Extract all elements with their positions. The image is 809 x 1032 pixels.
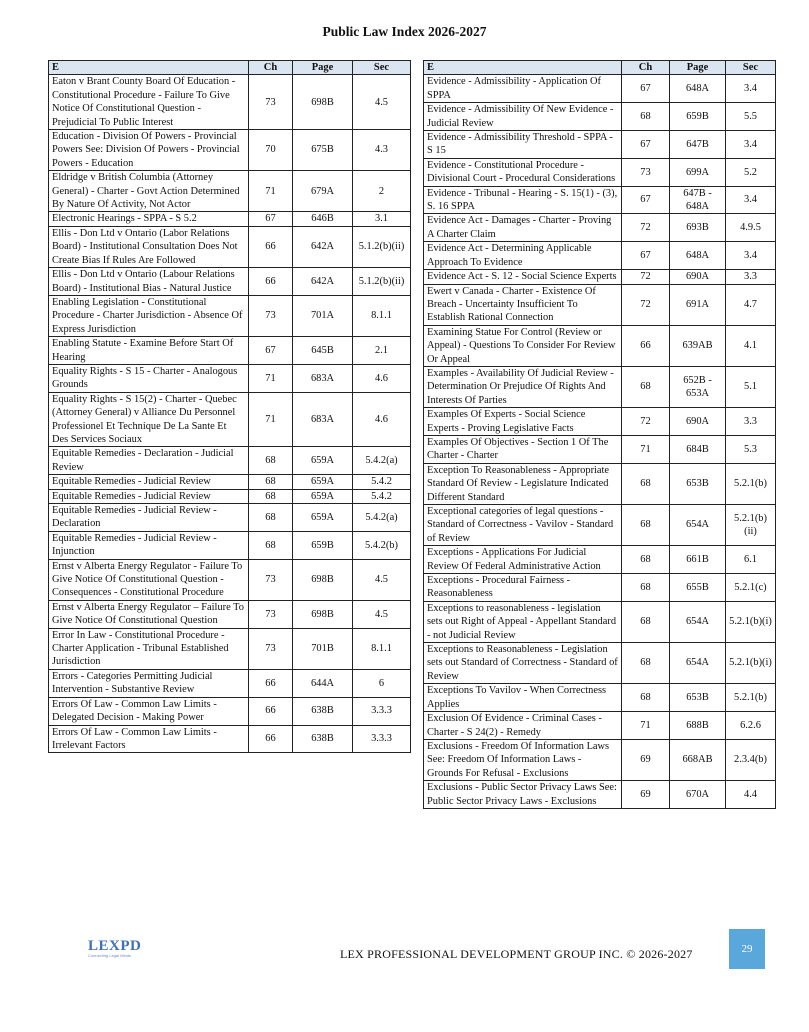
chapter-cell: 73 — [622, 158, 670, 186]
table-row — [424, 186, 776, 214]
entry-cell: Errors - Categories Permitting Judicial Intervention - Substantive Review — [49, 669, 249, 697]
page-cell: 693B — [670, 214, 726, 242]
entry-cell: Ernst v Alberta Energy Regulator - Failure To Give Notice Of Constitutional Question - Consequences - Constitutional Procedure — [49, 559, 249, 600]
entry-cell: Evidence - Tribunal - Hearing - S. 15(1) - (3), S. 16 SPPA — [424, 186, 622, 214]
entry-cell: Examining Statue For Control (Review or Appeal) - Questions To Consider For Review Or Appeal — [424, 325, 622, 366]
section-cell: 5.2 — [726, 158, 776, 186]
entry-cell: Examples - Availability Of Judicial Review - Determination Or Prejudice Of Rights And Interests Of Parties — [424, 366, 622, 407]
chapter-cell: 66 — [249, 669, 293, 697]
section-cell: 5.2.1(c) — [726, 574, 776, 602]
chapter-cell: 68 — [249, 531, 293, 559]
table-row — [424, 408, 776, 436]
page-cell: 683A — [293, 392, 353, 447]
table-row — [424, 505, 776, 546]
section-cell: 5.2.1(b)(i) — [726, 643, 776, 684]
page-cell: 684B — [670, 435, 726, 463]
table-row — [49, 268, 411, 296]
page-cell: 659B — [293, 531, 353, 559]
index-table-left — [48, 60, 411, 753]
index-rows-left — [49, 75, 411, 753]
page-cell: 642A — [293, 268, 353, 296]
page-column-header: Page — [670, 61, 726, 75]
chapter-cell: 68 — [249, 475, 293, 489]
chapter-cell: 73 — [249, 559, 293, 600]
chapter-cell: 68 — [622, 546, 670, 574]
entry-cell: Evidence - Admissibility Threshold - SPPA - S 15 — [424, 131, 622, 159]
table-row — [424, 463, 776, 504]
section-cell: 4.9.5 — [726, 214, 776, 242]
chapter-cell: 71 — [249, 364, 293, 392]
table-row — [424, 601, 776, 642]
chapter-cell: 69 — [622, 739, 670, 780]
chapter-cell: 66 — [249, 268, 293, 296]
section-cell: 5.3 — [726, 435, 776, 463]
page-cell: 648A — [670, 75, 726, 103]
page-cell: 683A — [293, 364, 353, 392]
page-title: Public Law Index 2026-2027 — [322, 24, 487, 39]
section-cell: 6 — [353, 669, 411, 697]
entry-cell: Electronic Hearings - SPPA - S 5.2 — [49, 212, 249, 226]
table-row — [49, 531, 411, 559]
chapter-cell: 68 — [249, 489, 293, 503]
page-cell: 654A — [670, 643, 726, 684]
chapter-cell: 72 — [622, 408, 670, 436]
table-row — [49, 130, 411, 171]
table-row — [49, 628, 411, 669]
table-row — [424, 712, 776, 740]
section-cell: 4.5 — [353, 600, 411, 628]
table-row — [424, 214, 776, 242]
entry-cell: Equitable Remedies - Judicial Review — [49, 475, 249, 489]
chapter-cell: 71 — [249, 392, 293, 447]
page-cell: 679A — [293, 171, 353, 212]
entry-cell: Equality Rights - S 15 - Charter - Analogous Grounds — [49, 364, 249, 392]
entry-cell: Ellis - Don Ltd v Ontario (Labour Relations Board) - Institutional Bias - Natural Justice — [49, 268, 249, 296]
page-cell: 654A — [670, 505, 726, 546]
section-cell: 5.2.1(b) — [726, 463, 776, 504]
chapter-cell: 72 — [622, 284, 670, 325]
table-row — [424, 781, 776, 809]
chapter-cell: 71 — [249, 171, 293, 212]
entry-cell: Eldridge v British Columbia (Attorney General) - Charter - Govt Action Determined By Nature Of Activity, Not Actor — [49, 171, 249, 212]
chapter-cell: 66 — [249, 697, 293, 725]
entry-cell: Exceptions - Applications For Judicial Review Of Federal Administrative Action — [424, 546, 622, 574]
entry-cell: Exclusions - Freedom Of Information Laws See: Freedom Of Information Laws - Grounds For Refusal - Exclusions — [424, 739, 622, 780]
index-table-right — [423, 60, 776, 809]
chapter-cell: 68 — [622, 601, 670, 642]
chapter-cell: 67 — [622, 75, 670, 103]
table-row — [49, 669, 411, 697]
entry-cell: Equitable Remedies - Judicial Review - Injunction — [49, 531, 249, 559]
chapter-cell: 66 — [249, 226, 293, 267]
section-cell: 4.6 — [353, 364, 411, 392]
section-cell: 4.4 — [726, 781, 776, 809]
section-cell: 3.1 — [353, 212, 411, 226]
entry-cell: Evidence Act - Damages - Charter - Proving A Charter Claim — [424, 214, 622, 242]
page-cell: 701A — [293, 295, 353, 336]
page-cell: 668AB — [670, 739, 726, 780]
entry-cell: Exclusion Of Evidence - Criminal Cases - Charter - S 24(2) - Remedy — [424, 712, 622, 740]
section-cell: 3.4 — [726, 131, 776, 159]
section-cell: 5.4.2(a) — [353, 447, 411, 475]
section-cell: 5.4.2 — [353, 489, 411, 503]
page-cell: 655B — [670, 574, 726, 602]
entry-cell: Eaton v Brant County Board Of Education - Constitutional Procedure - Failure To Give Notice Of Constitutional Question - Prejudicial To Public Interest — [49, 75, 249, 130]
section-cell: 5.2.1(b) — [726, 684, 776, 712]
index-rows-right — [424, 75, 776, 809]
chapter-column-header: Ch — [622, 61, 670, 75]
logo-tagline: Connecting Legal Minds — [88, 953, 131, 958]
chapter-cell: 68 — [622, 505, 670, 546]
chapter-cell: 67 — [249, 212, 293, 226]
table-row — [49, 171, 411, 212]
page-cell: 638B — [293, 697, 353, 725]
section-cell: 5.1.2(b)(ii) — [353, 226, 411, 267]
entry-cell: Equality Rights - S 15(2) - Charter - Quebec (Attorney General) v Alliance Du Personnel Professionel Et Technique De La Sante Et Des Services Sociaux — [49, 392, 249, 447]
page-cell: 644A — [293, 669, 353, 697]
table-row — [49, 212, 411, 226]
table-row — [49, 697, 411, 725]
page-number-badge: 29 — [729, 929, 765, 969]
section-cell: 4.6 — [353, 392, 411, 447]
section-cell: 4.7 — [726, 284, 776, 325]
table-row — [49, 364, 411, 392]
table-row — [49, 559, 411, 600]
page-column-header: Page — [293, 61, 353, 75]
table-row — [424, 684, 776, 712]
page-cell: 647B — [670, 131, 726, 159]
table-row — [424, 131, 776, 159]
section-cell: 3.4 — [726, 242, 776, 270]
entry-cell: Exceptions To Vavilov - When Correctness Applies — [424, 684, 622, 712]
entry-cell: Exceptional categories of legal questions - Standard of Correctness - Vavilov - Standard of Review — [424, 505, 622, 546]
entry-cell: Exceptions - Procedural Fairness - Reasonableness — [424, 574, 622, 602]
table-row — [424, 158, 776, 186]
page-cell: 642A — [293, 226, 353, 267]
table-row — [424, 103, 776, 131]
logo-text: LEXPD — [88, 938, 142, 954]
lexpd-logo — [88, 938, 148, 960]
section-cell: 5.4.2(a) — [353, 504, 411, 532]
section-column-header: Sec — [353, 61, 411, 75]
entry-cell: Evidence Act - S. 12 - Social Science Experts — [424, 270, 622, 284]
chapter-cell: 73 — [249, 75, 293, 130]
page-cell: 648A — [670, 242, 726, 270]
entry-cell: Examples Of Objectives - Section 1 Of The Charter - Charter — [424, 435, 622, 463]
chapter-cell: 73 — [249, 628, 293, 669]
entry-cell: Exclusions - Public Sector Privacy Laws See: Public Sector Privacy Laws - Exclusions — [424, 781, 622, 809]
page-cell: 646B — [293, 212, 353, 226]
section-cell: 2.1 — [353, 337, 411, 365]
table-header-row — [49, 61, 411, 75]
page-cell: 645B — [293, 337, 353, 365]
section-cell: 6.1 — [726, 546, 776, 574]
section-cell: 3.3.3 — [353, 725, 411, 753]
entry-cell: Equitable Remedies - Declaration - Judicial Review — [49, 447, 249, 475]
chapter-cell: 67 — [622, 242, 670, 270]
footer-copyright: LEX PROFESSIONAL DEVELOPMENT GROUP INC. © 2026-2027 — [340, 947, 693, 961]
entry-cell: Error In Law - Constitutional Procedure - Charter Application - Tribunal Established Jurisdiction — [49, 628, 249, 669]
entry-cell: Education - Division Of Powers - Provincial Powers See: Division Of Powers - Provincial Powers - Education — [49, 130, 249, 171]
table-row — [424, 435, 776, 463]
section-cell: 4.5 — [353, 559, 411, 600]
section-cell: 3.4 — [726, 186, 776, 214]
page-cell: 690A — [670, 270, 726, 284]
section-cell: 3.3 — [726, 270, 776, 284]
entry-cell: Enabling Statute - Examine Before Start Of Hearing — [49, 337, 249, 365]
page-cell: 698B — [293, 75, 353, 130]
chapter-cell: 68 — [249, 447, 293, 475]
entry-cell: Examples Of Experts - Social Science Experts - Proving Legislative Facts — [424, 408, 622, 436]
table-row — [424, 284, 776, 325]
page-cell: 691A — [670, 284, 726, 325]
chapter-cell: 68 — [622, 463, 670, 504]
table-row — [49, 75, 411, 130]
chapter-column-header: Ch — [249, 61, 293, 75]
section-cell: 6.2.6 — [726, 712, 776, 740]
entry-cell: Equitable Remedies - Judicial Review - Declaration — [49, 504, 249, 532]
table-row — [424, 242, 776, 270]
entry-cell: Ernst v Alberta Energy Regulator – Failure To Give Notice Of Constitutional Question — [49, 600, 249, 628]
section-cell: 5.5 — [726, 103, 776, 131]
table-row — [49, 226, 411, 267]
table-row — [49, 475, 411, 489]
entry-cell: Enabling Legislation - Constitutional Procedure - Charter Jurisdiction - Absence Of Express Jurisdiction — [49, 295, 249, 336]
page-cell: 675B — [293, 130, 353, 171]
section-cell: 2.3.4(b) — [726, 739, 776, 780]
chapter-cell: 68 — [622, 366, 670, 407]
chapter-cell: 70 — [249, 130, 293, 171]
page-cell: 659A — [293, 504, 353, 532]
table-row — [424, 739, 776, 780]
table-row — [49, 295, 411, 336]
chapter-cell: 68 — [622, 684, 670, 712]
page-cell: 659B — [670, 103, 726, 131]
section-column-header: Sec — [726, 61, 776, 75]
page-cell: 653B — [670, 684, 726, 712]
chapter-cell: 73 — [249, 295, 293, 336]
page-cell: 670A — [670, 781, 726, 809]
table-row — [424, 270, 776, 284]
section-cell: 5.2.1(b)(ii) — [726, 505, 776, 546]
page-cell: 688B — [670, 712, 726, 740]
entry-cell: Ewert v Canada - Charter - Existence Of Breach - Uncertainty Insufficient To Establish Rational Connection — [424, 284, 622, 325]
page-cell: 698B — [293, 559, 353, 600]
entry-cell: Equitable Remedies - Judicial Review — [49, 489, 249, 503]
section-cell: 4.3 — [353, 130, 411, 171]
table-row — [424, 643, 776, 684]
section-cell: 5.1 — [726, 366, 776, 407]
page-cell: 659A — [293, 475, 353, 489]
chapter-cell: 67 — [622, 186, 670, 214]
page-cell: 701B — [293, 628, 353, 669]
chapter-cell: 69 — [622, 781, 670, 809]
section-cell: 3.4 — [726, 75, 776, 103]
chapter-cell: 67 — [622, 131, 670, 159]
page-cell: 653B — [670, 463, 726, 504]
section-cell: 2 — [353, 171, 411, 212]
chapter-cell: 72 — [622, 270, 670, 284]
section-cell: 3.3 — [726, 408, 776, 436]
table-row — [49, 447, 411, 475]
page-cell: 690A — [670, 408, 726, 436]
chapter-cell: 68 — [622, 574, 670, 602]
entry-column-header: E — [49, 61, 249, 75]
table-row — [424, 574, 776, 602]
table-row — [49, 725, 411, 753]
chapter-cell: 67 — [249, 337, 293, 365]
chapter-cell: 71 — [622, 435, 670, 463]
table-row — [49, 489, 411, 503]
section-cell: 5.4.2(b) — [353, 531, 411, 559]
chapter-cell: 72 — [622, 214, 670, 242]
section-cell: 5.2.1(b)(i) — [726, 601, 776, 642]
table-row — [49, 392, 411, 447]
chapter-cell: 66 — [249, 725, 293, 753]
chapter-cell: 68 — [622, 103, 670, 131]
entry-cell: Errors Of Law - Common Law Limits - Irrelevant Factors — [49, 725, 249, 753]
chapter-cell: 68 — [622, 643, 670, 684]
chapter-cell: 68 — [249, 504, 293, 532]
table-row — [424, 546, 776, 574]
page-cell: 699A — [670, 158, 726, 186]
page-cell: 647B - 648A — [670, 186, 726, 214]
entry-cell: Evidence Act - Determining Applicable Approach To Evidence — [424, 242, 622, 270]
entry-cell: Errors Of Law - Common Law Limits - Delegated Decision - Making Power — [49, 697, 249, 725]
section-cell: 5.4.2 — [353, 475, 411, 489]
section-cell: 4.1 — [726, 325, 776, 366]
section-cell: 4.5 — [353, 75, 411, 130]
section-cell: 3.3.3 — [353, 697, 411, 725]
page-cell: 652B - 653A — [670, 366, 726, 407]
chapter-cell: 71 — [622, 712, 670, 740]
entry-cell: Evidence - Admissibility - Application Of SPPA — [424, 75, 622, 103]
page-cell: 654A — [670, 601, 726, 642]
table-row — [49, 600, 411, 628]
chapter-cell: 66 — [622, 325, 670, 366]
page-cell: 698B — [293, 600, 353, 628]
page-cell: 659A — [293, 447, 353, 475]
section-cell: 8.1.1 — [353, 628, 411, 669]
entry-cell: Evidence - Admissibility Of New Evidence - Judicial Review — [424, 103, 622, 131]
table-row — [424, 75, 776, 103]
section-cell: 8.1.1 — [353, 295, 411, 336]
table-row — [424, 325, 776, 366]
table-row — [49, 504, 411, 532]
entry-cell: Exception To Reasonableness - Appropriate Standard Of Review - Legislature Indicated Different Standard — [424, 463, 622, 504]
section-cell: 5.1.2(b)(ii) — [353, 268, 411, 296]
entry-cell: Ellis - Don Ltd v Ontario (Labor Relations Board) - Institutional Consultation Does Not Create Bias If Rules Are Followed — [49, 226, 249, 267]
table-row — [424, 366, 776, 407]
entry-cell: Evidence - Constitutional Procedure - Divisional Court - Procedural Considerations — [424, 158, 622, 186]
page-cell: 639AB — [670, 325, 726, 366]
entry-cell: Exceptions to Reasonableness - Legislation sets out Standard of Correctness - Standard of Review — [424, 643, 622, 684]
page-cell: 659A — [293, 489, 353, 503]
entry-column-header: E — [424, 61, 622, 75]
chapter-cell: 73 — [249, 600, 293, 628]
table-header-row — [424, 61, 776, 75]
table-row — [49, 337, 411, 365]
entry-cell: Exceptions to reasonableness - legislation sets out Right of Appeal - Appellant Standard - not Judicial Review — [424, 601, 622, 642]
page-cell: 661B — [670, 546, 726, 574]
page-cell: 638B — [293, 725, 353, 753]
